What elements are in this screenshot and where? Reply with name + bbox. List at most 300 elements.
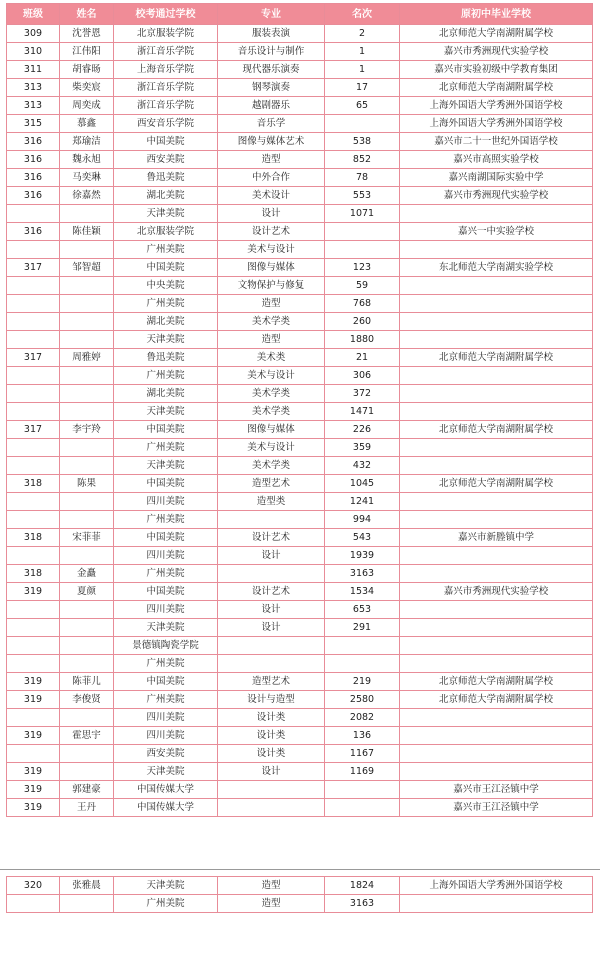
name-cell: 陈菲儿 bbox=[60, 673, 114, 691]
rank-cell: 432 bbox=[325, 457, 400, 475]
header-middle-school: 原初中毕业学校 bbox=[400, 4, 593, 25]
school-cell: 湖北美院 bbox=[114, 385, 218, 403]
name-cell: 陈佳颖 bbox=[60, 223, 114, 241]
major-cell: 造型 bbox=[218, 295, 325, 313]
middle-school-cell: 北京师范大学南湖附属学校 bbox=[400, 79, 593, 97]
major-cell: 造型类 bbox=[218, 493, 325, 511]
table-row bbox=[7, 895, 593, 913]
middle-school-cell: 嘉兴市高照实验学校 bbox=[400, 151, 593, 169]
class-cell: 313 bbox=[7, 97, 60, 115]
admissions-table-extra bbox=[6, 876, 593, 913]
table-row bbox=[7, 61, 593, 79]
class-cell: 319 bbox=[7, 727, 60, 745]
middle-school-cell bbox=[400, 367, 593, 385]
school-cell: 天津美院 bbox=[114, 877, 218, 895]
school-cell: 中国美院 bbox=[114, 475, 218, 493]
rank-cell: 1 bbox=[325, 43, 400, 61]
name-cell bbox=[60, 895, 114, 913]
name-cell bbox=[60, 313, 114, 331]
major-cell: 音乐学 bbox=[218, 115, 325, 133]
name-cell bbox=[60, 331, 114, 349]
header-major: 专业 bbox=[218, 4, 325, 25]
header-class: 班级 bbox=[7, 4, 60, 25]
table-row bbox=[7, 493, 593, 511]
name-cell bbox=[60, 655, 114, 673]
major-cell: 图像与媒体艺术 bbox=[218, 133, 325, 151]
rank-cell: 852 bbox=[325, 151, 400, 169]
rank-cell: 1241 bbox=[325, 493, 400, 511]
school-cell: 广州美院 bbox=[114, 655, 218, 673]
rank-cell: 226 bbox=[325, 421, 400, 439]
table-row bbox=[7, 619, 593, 637]
middle-school-cell: 嘉兴市秀洲现代实验学校 bbox=[400, 187, 593, 205]
table-row bbox=[7, 637, 593, 655]
middle-school-cell bbox=[400, 895, 593, 913]
school-cell: 四川美院 bbox=[114, 547, 218, 565]
class-cell: 316 bbox=[7, 223, 60, 241]
table-row bbox=[7, 313, 593, 331]
rank-cell: 653 bbox=[325, 601, 400, 619]
class-cell bbox=[7, 367, 60, 385]
class-cell bbox=[7, 637, 60, 655]
middle-school-cell bbox=[400, 763, 593, 781]
school-cell: 中国美院 bbox=[114, 673, 218, 691]
major-cell: 美术与设计 bbox=[218, 241, 325, 259]
school-cell: 广州美院 bbox=[114, 295, 218, 313]
school-cell: 天津美院 bbox=[114, 619, 218, 637]
rank-cell: 3163 bbox=[325, 895, 400, 913]
table-row bbox=[7, 709, 593, 727]
name-cell: 邹智超 bbox=[60, 259, 114, 277]
middle-school-cell: 北京师范大学南湖附属学校 bbox=[400, 475, 593, 493]
rank-cell: 136 bbox=[325, 727, 400, 745]
major-cell: 音乐设计与制作 bbox=[218, 43, 325, 61]
rank-cell bbox=[325, 799, 400, 817]
name-cell bbox=[60, 547, 114, 565]
rank-cell: 59 bbox=[325, 277, 400, 295]
name-cell: 李俊贤 bbox=[60, 691, 114, 709]
middle-school-cell: 上海外国语大学秀洲外国语学校 bbox=[400, 877, 593, 895]
middle-school-cell: 上海外国语大学秀洲外国语学校 bbox=[400, 115, 593, 133]
rank-cell: 260 bbox=[325, 313, 400, 331]
middle-school-cell: 嘉兴市王江泾镇中学 bbox=[400, 781, 593, 799]
middle-school-cell: 嘉兴市王江泾镇中学 bbox=[400, 799, 593, 817]
rank-cell: 359 bbox=[325, 439, 400, 457]
school-cell: 广州美院 bbox=[114, 511, 218, 529]
school-cell: 中国传媒大学 bbox=[114, 781, 218, 799]
rank-cell: 2082 bbox=[325, 709, 400, 727]
class-cell bbox=[7, 385, 60, 403]
name-cell: 马奕琳 bbox=[60, 169, 114, 187]
middle-school-cell bbox=[400, 277, 593, 295]
middle-school-cell bbox=[400, 313, 593, 331]
class-cell: 316 bbox=[7, 187, 60, 205]
table-row bbox=[7, 877, 593, 895]
class-cell: 317 bbox=[7, 421, 60, 439]
name-cell bbox=[60, 403, 114, 421]
school-cell: 鲁迅美院 bbox=[114, 169, 218, 187]
name-cell bbox=[60, 511, 114, 529]
class-cell: 319 bbox=[7, 583, 60, 601]
major-cell: 设计 bbox=[218, 619, 325, 637]
class-cell bbox=[7, 313, 60, 331]
major-cell: 设计 bbox=[218, 763, 325, 781]
class-cell: 315 bbox=[7, 115, 60, 133]
table-row bbox=[7, 781, 593, 799]
table-row bbox=[7, 727, 593, 745]
rank-cell: 78 bbox=[325, 169, 400, 187]
name-cell bbox=[60, 241, 114, 259]
rank-cell: 2580 bbox=[325, 691, 400, 709]
name-cell bbox=[60, 295, 114, 313]
class-cell bbox=[7, 655, 60, 673]
major-cell: 现代器乐演奏 bbox=[218, 61, 325, 79]
major-cell: 美术学类 bbox=[218, 313, 325, 331]
rank-cell: 3163 bbox=[325, 565, 400, 583]
major-cell: 造型 bbox=[218, 151, 325, 169]
major-cell: 设计 bbox=[218, 547, 325, 565]
major-cell: 美术与设计 bbox=[218, 439, 325, 457]
rank-cell: 2 bbox=[325, 25, 400, 43]
school-cell: 天津美院 bbox=[114, 457, 218, 475]
middle-school-cell: 北京师范大学南湖附属学校 bbox=[400, 673, 593, 691]
name-cell bbox=[60, 763, 114, 781]
table-row bbox=[7, 295, 593, 313]
table-row bbox=[7, 367, 593, 385]
major-cell bbox=[218, 637, 325, 655]
name-cell: 王丹 bbox=[60, 799, 114, 817]
table-row bbox=[7, 673, 593, 691]
school-cell: 广州美院 bbox=[114, 439, 218, 457]
major-cell: 造型 bbox=[218, 877, 325, 895]
class-cell: 318 bbox=[7, 475, 60, 493]
major-cell: 设计 bbox=[218, 601, 325, 619]
school-cell: 浙江音乐学院 bbox=[114, 43, 218, 61]
rank-cell: 306 bbox=[325, 367, 400, 385]
class-cell bbox=[7, 241, 60, 259]
class-cell: 309 bbox=[7, 25, 60, 43]
major-cell: 造型 bbox=[218, 331, 325, 349]
class-cell: 311 bbox=[7, 61, 60, 79]
table-row bbox=[7, 475, 593, 493]
major-cell: 钢琴演奏 bbox=[218, 79, 325, 97]
major-cell: 造型艺术 bbox=[218, 475, 325, 493]
rank-cell: 291 bbox=[325, 619, 400, 637]
school-cell: 天津美院 bbox=[114, 331, 218, 349]
major-cell: 造型 bbox=[218, 895, 325, 913]
major-cell: 设计艺术 bbox=[218, 223, 325, 241]
middle-school-cell bbox=[400, 601, 593, 619]
table-row bbox=[7, 133, 593, 151]
major-cell: 美术学类 bbox=[218, 403, 325, 421]
school-cell: 四川美院 bbox=[114, 493, 218, 511]
middle-school-cell bbox=[400, 493, 593, 511]
rank-cell: 553 bbox=[325, 187, 400, 205]
class-cell bbox=[7, 277, 60, 295]
name-cell bbox=[60, 367, 114, 385]
class-cell bbox=[7, 745, 60, 763]
major-cell: 图像与媒体 bbox=[218, 259, 325, 277]
name-cell: 霍思宇 bbox=[60, 727, 114, 745]
name-cell: 陈果 bbox=[60, 475, 114, 493]
major-cell: 服装表演 bbox=[218, 25, 325, 43]
class-cell: 319 bbox=[7, 781, 60, 799]
school-cell: 西安美院 bbox=[114, 151, 218, 169]
major-cell: 文物保护与修复 bbox=[218, 277, 325, 295]
rank-cell: 17 bbox=[325, 79, 400, 97]
middle-school-cell bbox=[400, 385, 593, 403]
middle-school-cell bbox=[400, 205, 593, 223]
class-cell bbox=[7, 895, 60, 913]
table-row bbox=[7, 151, 593, 169]
rank-cell: 1534 bbox=[325, 583, 400, 601]
class-cell: 317 bbox=[7, 259, 60, 277]
middle-school-cell bbox=[400, 511, 593, 529]
school-cell: 天津美院 bbox=[114, 763, 218, 781]
school-cell: 中国美院 bbox=[114, 259, 218, 277]
school-cell: 景德镇陶瓷学院 bbox=[114, 637, 218, 655]
middle-school-cell: 北京师范大学南湖附属学校 bbox=[400, 691, 593, 709]
rank-cell bbox=[325, 637, 400, 655]
table-row bbox=[7, 601, 593, 619]
school-cell: 中国美院 bbox=[114, 133, 218, 151]
name-cell: 胡睿旸 bbox=[60, 61, 114, 79]
name-cell bbox=[60, 601, 114, 619]
class-cell bbox=[7, 205, 60, 223]
major-cell bbox=[218, 511, 325, 529]
class-cell: 319 bbox=[7, 691, 60, 709]
class-cell: 316 bbox=[7, 169, 60, 187]
rank-cell: 1880 bbox=[325, 331, 400, 349]
major-cell: 美术类 bbox=[218, 349, 325, 367]
name-cell: 沈誉恩 bbox=[60, 25, 114, 43]
name-cell bbox=[60, 439, 114, 457]
rank-cell bbox=[325, 781, 400, 799]
school-cell: 四川美院 bbox=[114, 727, 218, 745]
school-cell: 天津美院 bbox=[114, 205, 218, 223]
header-row bbox=[7, 4, 593, 25]
table-row bbox=[7, 529, 593, 547]
table-row bbox=[7, 349, 593, 367]
class-cell bbox=[7, 331, 60, 349]
rank-cell: 65 bbox=[325, 97, 400, 115]
rank-cell: 1471 bbox=[325, 403, 400, 421]
name-cell: 宋菲菲 bbox=[60, 529, 114, 547]
middle-school-cell bbox=[400, 439, 593, 457]
class-cell bbox=[7, 295, 60, 313]
major-cell: 越剧器乐 bbox=[218, 97, 325, 115]
table-row bbox=[7, 385, 593, 403]
school-cell: 广州美院 bbox=[114, 895, 218, 913]
major-cell bbox=[218, 565, 325, 583]
rank-cell: 1824 bbox=[325, 877, 400, 895]
school-cell: 湖北美院 bbox=[114, 313, 218, 331]
rank-cell bbox=[325, 223, 400, 241]
school-cell: 广州美院 bbox=[114, 691, 218, 709]
rank-cell: 372 bbox=[325, 385, 400, 403]
school-cell: 鲁迅美院 bbox=[114, 349, 218, 367]
section-divider bbox=[0, 869, 600, 870]
major-cell: 设计艺术 bbox=[218, 583, 325, 601]
header-rank: 名次 bbox=[325, 4, 400, 25]
rank-cell: 994 bbox=[325, 511, 400, 529]
class-cell: 318 bbox=[7, 565, 60, 583]
middle-school-cell: 嘉兴市秀洲现代实验学校 bbox=[400, 583, 593, 601]
table-row bbox=[7, 421, 593, 439]
table-row bbox=[7, 763, 593, 781]
name-cell bbox=[60, 745, 114, 763]
school-cell: 四川美院 bbox=[114, 601, 218, 619]
table-row bbox=[7, 223, 593, 241]
table-row bbox=[7, 439, 593, 457]
middle-school-cell bbox=[400, 241, 593, 259]
school-cell: 中央美院 bbox=[114, 277, 218, 295]
name-cell bbox=[60, 205, 114, 223]
table-row bbox=[7, 691, 593, 709]
middle-school-cell bbox=[400, 745, 593, 763]
table-row bbox=[7, 799, 593, 817]
major-cell: 美术学类 bbox=[218, 385, 325, 403]
rank-cell: 219 bbox=[325, 673, 400, 691]
class-cell: 319 bbox=[7, 799, 60, 817]
rank-cell bbox=[325, 115, 400, 133]
major-cell: 设计类 bbox=[218, 727, 325, 745]
class-cell bbox=[7, 619, 60, 637]
major-cell: 美术与设计 bbox=[218, 367, 325, 385]
table-row bbox=[7, 511, 593, 529]
table-row bbox=[7, 565, 593, 583]
name-cell bbox=[60, 385, 114, 403]
rank-cell: 1169 bbox=[325, 763, 400, 781]
school-cell: 北京服装学院 bbox=[114, 223, 218, 241]
admissions-table bbox=[6, 3, 593, 817]
school-cell: 广州美院 bbox=[114, 565, 218, 583]
table-row bbox=[7, 259, 593, 277]
table-row bbox=[7, 583, 593, 601]
class-cell bbox=[7, 403, 60, 421]
rank-cell: 21 bbox=[325, 349, 400, 367]
major-cell: 美术设计 bbox=[218, 187, 325, 205]
school-cell: 浙江音乐学院 bbox=[114, 97, 218, 115]
middle-school-cell bbox=[400, 619, 593, 637]
class-cell: 319 bbox=[7, 673, 60, 691]
middle-school-cell bbox=[400, 655, 593, 673]
table-row bbox=[7, 277, 593, 295]
school-cell: 广州美院 bbox=[114, 367, 218, 385]
major-cell: 图像与媒体 bbox=[218, 421, 325, 439]
middle-school-cell bbox=[400, 565, 593, 583]
table-row bbox=[7, 655, 593, 673]
rank-cell: 768 bbox=[325, 295, 400, 313]
school-cell: 上海音乐学院 bbox=[114, 61, 218, 79]
name-cell: 周雅婷 bbox=[60, 349, 114, 367]
class-cell: 316 bbox=[7, 133, 60, 151]
name-cell: 江伟阳 bbox=[60, 43, 114, 61]
major-cell: 造型艺术 bbox=[218, 673, 325, 691]
major-cell bbox=[218, 799, 325, 817]
school-cell: 中国美院 bbox=[114, 529, 218, 547]
class-cell bbox=[7, 709, 60, 727]
class-cell bbox=[7, 511, 60, 529]
rank-cell: 1071 bbox=[325, 205, 400, 223]
class-cell bbox=[7, 457, 60, 475]
name-cell: 张雅晨 bbox=[60, 877, 114, 895]
table-row bbox=[7, 79, 593, 97]
middle-school-cell: 北京师范大学南湖附属学校 bbox=[400, 25, 593, 43]
header-name: 姓名 bbox=[60, 4, 114, 25]
middle-school-cell bbox=[400, 457, 593, 475]
name-cell: 金矗 bbox=[60, 565, 114, 583]
table-row bbox=[7, 745, 593, 763]
middle-school-cell bbox=[400, 727, 593, 745]
rank-cell: 543 bbox=[325, 529, 400, 547]
major-cell: 中外合作 bbox=[218, 169, 325, 187]
school-cell: 西安音乐学院 bbox=[114, 115, 218, 133]
middle-school-cell bbox=[400, 637, 593, 655]
name-cell: 夏颜 bbox=[60, 583, 114, 601]
middle-school-cell bbox=[400, 547, 593, 565]
rank-cell: 1167 bbox=[325, 745, 400, 763]
middle-school-cell: 嘉兴市二十一世纪外国语学校 bbox=[400, 133, 593, 151]
rank-cell: 1 bbox=[325, 61, 400, 79]
school-cell: 天津美院 bbox=[114, 403, 218, 421]
middle-school-cell: 北京师范大学南湖附属学校 bbox=[400, 349, 593, 367]
name-cell: 郭建豪 bbox=[60, 781, 114, 799]
class-cell bbox=[7, 439, 60, 457]
major-cell: 设计与造型 bbox=[218, 691, 325, 709]
middle-school-cell bbox=[400, 403, 593, 421]
class-cell: 313 bbox=[7, 79, 60, 97]
school-cell: 中国传媒大学 bbox=[114, 799, 218, 817]
major-cell: 美术学类 bbox=[218, 457, 325, 475]
class-cell bbox=[7, 601, 60, 619]
middle-school-cell: 上海外国语大学秀洲外国语学校 bbox=[400, 97, 593, 115]
table-row bbox=[7, 241, 593, 259]
header-school-passed: 校考通过学校 bbox=[114, 4, 218, 25]
name-cell bbox=[60, 493, 114, 511]
middle-school-cell: 嘉兴南湖国际实验中学 bbox=[400, 169, 593, 187]
table-row bbox=[7, 547, 593, 565]
major-cell: 设计类 bbox=[218, 745, 325, 763]
name-cell: 徐嘉然 bbox=[60, 187, 114, 205]
rank-cell: 123 bbox=[325, 259, 400, 277]
school-cell: 中国美院 bbox=[114, 421, 218, 439]
table-row bbox=[7, 457, 593, 475]
major-cell: 设计艺术 bbox=[218, 529, 325, 547]
name-cell: 魏永旭 bbox=[60, 151, 114, 169]
school-cell: 西安美院 bbox=[114, 745, 218, 763]
name-cell: 李宇羚 bbox=[60, 421, 114, 439]
rank-cell bbox=[325, 655, 400, 673]
middle-school-cell: 嘉兴一中实验学校 bbox=[400, 223, 593, 241]
class-cell: 317 bbox=[7, 349, 60, 367]
name-cell: 柴奕宸 bbox=[60, 79, 114, 97]
middle-school-cell bbox=[400, 295, 593, 313]
major-cell: 设计 bbox=[218, 205, 325, 223]
major-cell: 设计类 bbox=[218, 709, 325, 727]
major-cell bbox=[218, 655, 325, 673]
rank-cell: 1045 bbox=[325, 475, 400, 493]
class-cell: 319 bbox=[7, 763, 60, 781]
name-cell: 周奕成 bbox=[60, 97, 114, 115]
school-cell: 北京服装学院 bbox=[114, 25, 218, 43]
table-row bbox=[7, 205, 593, 223]
table-row bbox=[7, 97, 593, 115]
middle-school-cell: 嘉兴市新塍镇中学 bbox=[400, 529, 593, 547]
middle-school-cell: 嘉兴市秀洲现代实验学校 bbox=[400, 43, 593, 61]
name-cell bbox=[60, 709, 114, 727]
table-row bbox=[7, 115, 593, 133]
